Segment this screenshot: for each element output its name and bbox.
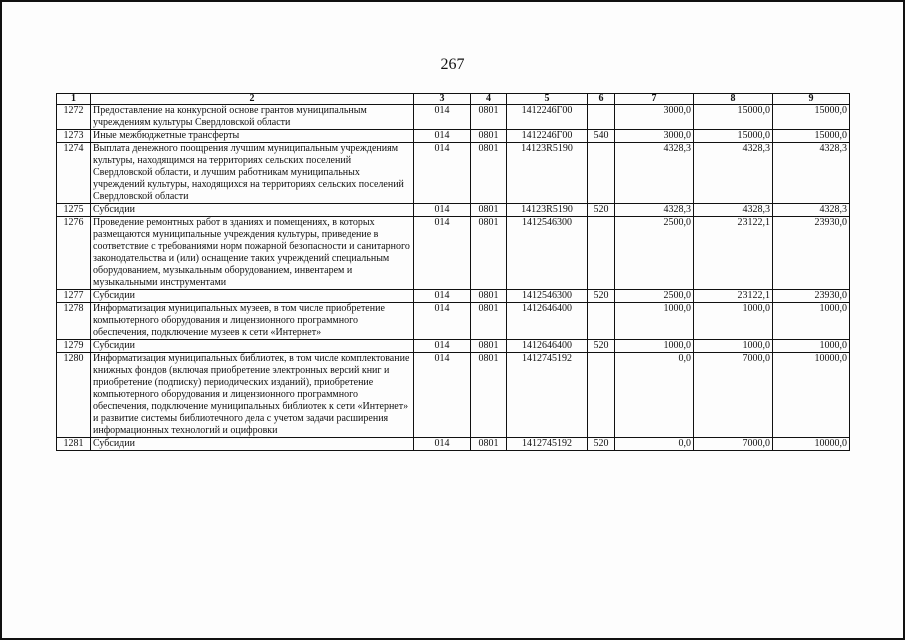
amount-col-8: 4328,3 bbox=[694, 143, 773, 204]
target-article-code: 1412546300 bbox=[507, 217, 588, 290]
amount-col-9: 1000,0 bbox=[773, 303, 850, 340]
target-article-code: 1412646400 bbox=[507, 303, 588, 340]
row-description: Информатизация муниципальных музеев, в том числе приобретение компьютерного оборудования и лицензионного программного обеспечения, подключение музеев к сети «Интернет» bbox=[91, 303, 414, 340]
amount-col-8: 15000,0 bbox=[694, 130, 773, 143]
header-cell: 7 bbox=[615, 94, 694, 105]
section-code: 0801 bbox=[471, 204, 507, 217]
amount-col-8: 23122,1 bbox=[694, 290, 773, 303]
header-cell: 8 bbox=[694, 94, 773, 105]
row-number: 1273 bbox=[57, 130, 91, 143]
amount-col-7: 4328,3 bbox=[615, 204, 694, 217]
ministry-code: 014 bbox=[414, 204, 471, 217]
table-row bbox=[57, 340, 850, 353]
row-description: Субсидии bbox=[91, 340, 414, 353]
row-number: 1274 bbox=[57, 143, 91, 204]
amount-col-9: 4328,3 bbox=[773, 143, 850, 204]
amount-col-8: 7000,0 bbox=[694, 353, 773, 438]
section-code: 0801 bbox=[471, 217, 507, 290]
ministry-code: 014 bbox=[414, 130, 471, 143]
row-number: 1272 bbox=[57, 105, 91, 130]
header-cell: 9 bbox=[773, 94, 850, 105]
amount-col-8: 15000,0 bbox=[694, 105, 773, 130]
budget-table bbox=[56, 93, 850, 451]
table-row bbox=[57, 303, 850, 340]
row-number: 1277 bbox=[57, 290, 91, 303]
target-article-code: 1412745192 bbox=[507, 353, 588, 438]
header-cell: 2 bbox=[91, 94, 414, 105]
amount-col-9: 15000,0 bbox=[773, 130, 850, 143]
expense-type-code bbox=[588, 353, 615, 438]
target-article-code: 14123R5190 bbox=[507, 204, 588, 217]
section-code: 0801 bbox=[471, 130, 507, 143]
section-code: 0801 bbox=[471, 353, 507, 438]
amount-col-7: 3000,0 bbox=[615, 105, 694, 130]
amount-col-7: 4328,3 bbox=[615, 143, 694, 204]
amount-col-8: 1000,0 bbox=[694, 303, 773, 340]
expense-type-code: 540 bbox=[588, 130, 615, 143]
section-code: 0801 bbox=[471, 340, 507, 353]
amount-col-9: 15000,0 bbox=[773, 105, 850, 130]
target-article-code: 1412246Г00 bbox=[507, 130, 588, 143]
expense-type-code: 520 bbox=[588, 340, 615, 353]
expense-type-code: 520 bbox=[588, 290, 615, 303]
table-row bbox=[57, 105, 850, 130]
header-cell: 6 bbox=[588, 94, 615, 105]
amount-col-7: 0,0 bbox=[615, 438, 694, 451]
row-description: Иные межбюджетные трансферты bbox=[91, 130, 414, 143]
header-cell: 5 bbox=[507, 94, 588, 105]
ministry-code: 014 bbox=[414, 217, 471, 290]
amount-col-7: 2500,0 bbox=[615, 290, 694, 303]
row-description: Субсидии bbox=[91, 290, 414, 303]
target-article-code: 1412745192 bbox=[507, 438, 588, 451]
table-header-row bbox=[57, 94, 850, 105]
amount-col-7: 1000,0 bbox=[615, 340, 694, 353]
amount-col-9: 23930,0 bbox=[773, 290, 850, 303]
section-code: 0801 bbox=[471, 143, 507, 204]
amount-col-8: 4328,3 bbox=[694, 204, 773, 217]
row-number: 1275 bbox=[57, 204, 91, 217]
expense-type-code bbox=[588, 105, 615, 130]
ministry-code: 014 bbox=[414, 438, 471, 451]
table-row bbox=[57, 353, 850, 438]
ministry-code: 014 bbox=[414, 353, 471, 438]
ministry-code: 014 bbox=[414, 290, 471, 303]
expense-type-code bbox=[588, 303, 615, 340]
amount-col-9: 10000,0 bbox=[773, 353, 850, 438]
amount-col-7: 2500,0 bbox=[615, 217, 694, 290]
ministry-code: 014 bbox=[414, 340, 471, 353]
section-code: 0801 bbox=[471, 303, 507, 340]
row-description: Информатизация муниципальных библиотек, в том числе комплектование книжных фондов (включая приобретение электронных версий книг и приобретение (подписку) периодических изданий), приобретение компьютерного оборудования и лицензионного программного обеспечения, подключение муниципальных библиотек к сети «Интернет» и развитие системы библиотечного дела с учетом задачи расширения информационных технологий и оцифровки bbox=[91, 353, 414, 438]
row-number: 1279 bbox=[57, 340, 91, 353]
table-row bbox=[57, 438, 850, 451]
target-article-code: 14123R5190 bbox=[507, 143, 588, 204]
ministry-code: 014 bbox=[414, 105, 471, 130]
table-row bbox=[57, 204, 850, 217]
amount-col-8: 23122,1 bbox=[694, 217, 773, 290]
header-cell: 3 bbox=[414, 94, 471, 105]
ministry-code: 014 bbox=[414, 143, 471, 204]
amount-col-9: 4328,3 bbox=[773, 204, 850, 217]
amount-col-7: 3000,0 bbox=[615, 130, 694, 143]
ministry-code: 014 bbox=[414, 303, 471, 340]
amount-col-9: 10000,0 bbox=[773, 438, 850, 451]
row-number: 1281 bbox=[57, 438, 91, 451]
expense-type-code bbox=[588, 143, 615, 204]
amount-col-7: 0,0 bbox=[615, 353, 694, 438]
page-number: 267 bbox=[440, 56, 465, 73]
row-description: Субсидии bbox=[91, 204, 414, 217]
amount-col-9: 1000,0 bbox=[773, 340, 850, 353]
section-code: 0801 bbox=[471, 438, 507, 451]
amount-col-8: 1000,0 bbox=[694, 340, 773, 353]
target-article-code: 1412646400 bbox=[507, 340, 588, 353]
target-article-code: 1412246Г00 bbox=[507, 105, 588, 130]
row-number: 1280 bbox=[57, 353, 91, 438]
row-description: Проведение ремонтных работ в зданиях и помещениях, в которых размещаются муниципальные учреждения культуры, приведение в соответствие с требованиями норм пожарной безопасности и санитарного законодательства и (или) оснащение таких учреждений специальным оборудованием, музыкальным оборудованием, инвентарем и музыкальными инструментами bbox=[91, 217, 414, 290]
expense-type-code: 520 bbox=[588, 204, 615, 217]
row-description: Предоставление на конкурсной основе грантов муниципальным учреждениям культуры Свердловской области bbox=[91, 105, 414, 130]
row-description: Субсидии bbox=[91, 438, 414, 451]
header-cell: 1 bbox=[57, 94, 91, 105]
amount-col-8: 7000,0 bbox=[694, 438, 773, 451]
table-row bbox=[57, 143, 850, 204]
amount-col-9: 23930,0 bbox=[773, 217, 850, 290]
target-article-code: 1412546300 bbox=[507, 290, 588, 303]
row-description: Выплата денежного поощрения лучшим муниципальным учреждениям культуры, находящимся на территориях сельских поселений Свердловской области, и лучшим работникам муниципальных учреждений культуры, находящихся на территориях сельских поселений Свердловской области bbox=[91, 143, 414, 204]
amount-col-7: 1000,0 bbox=[615, 303, 694, 340]
table-row bbox=[57, 130, 850, 143]
expense-type-code: 520 bbox=[588, 438, 615, 451]
header-cell: 4 bbox=[471, 94, 507, 105]
row-number: 1278 bbox=[57, 303, 91, 340]
section-code: 0801 bbox=[471, 290, 507, 303]
section-code: 0801 bbox=[471, 105, 507, 130]
table-row bbox=[57, 217, 850, 290]
row-number: 1276 bbox=[57, 217, 91, 290]
table-row bbox=[57, 290, 850, 303]
expense-type-code bbox=[588, 217, 615, 290]
